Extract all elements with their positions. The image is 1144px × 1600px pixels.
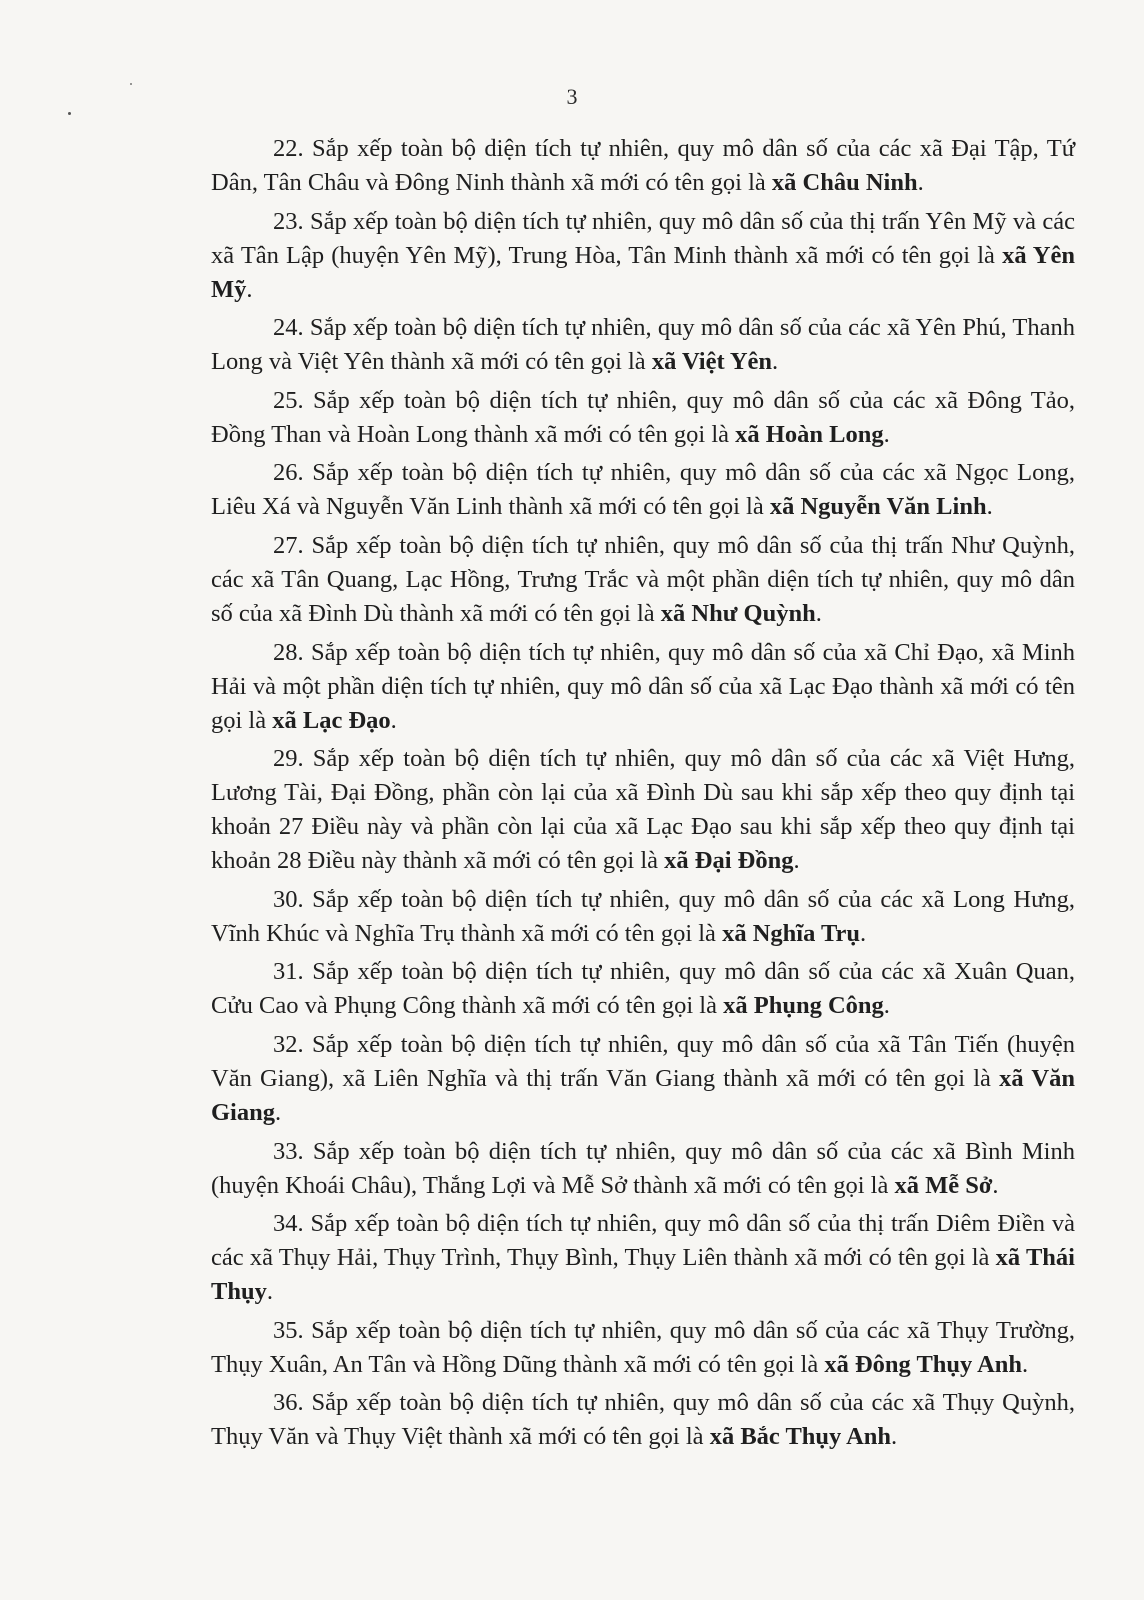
clause-30: 30. Sắp xếp toàn bộ diện tích tự nhiên, quy mô dân số của các xã Long Hưng, Vĩnh Khúc và Nghĩa Trụ thành xã mới có tên gọi là xã Nghĩa Trụ. xyxy=(211,885,1075,947)
clause-24: 24. Sắp xếp toàn bộ diện tích tự nhiên, quy mô dân số của các xã Yên Phú, Thanh Long và Việt Yên thành xã mới có tên gọi là xã Việt Yên. xyxy=(211,314,1075,376)
clause-28: 28. Sắp xếp toàn bộ diện tích tự nhiên, quy mô dân số của xã Chỉ Đạo, xã Minh Hải và một phần diện tích tự nhiên, quy mô dân số của xã Lạc Đạo thành xã mới có tên gọi là xã Lạc Đạo. xyxy=(211,638,1075,734)
clause-25: 25. Sắp xếp toàn bộ diện tích tự nhiên, quy mô dân số của các xã Đông Tảo, Đồng Than và Hoàn Long thành xã mới có tên gọi là xã Hoàn Long. xyxy=(211,386,1075,448)
clause-27: 27. Sắp xếp toàn bộ diện tích tự nhiên, quy mô dân số của thị trấn Như Quỳnh, các xã Tân Quang, Lạc Hồng, Trưng Trắc và một phần diện tích tự nhiên, quy mô dân số của xã Đình Dù thành xã mới có tên gọi là xã Như Quỳnh. xyxy=(211,531,1075,627)
clause-34: 34. Sắp xếp toàn bộ diện tích tự nhiên, quy mô dân số của thị trấn Diêm Điền và các xã Thụy Hải, Thụy Trình, Thụy Bình, Thụy Liên thành xã mới có tên gọi là xã Thái Thụy. xyxy=(211,1210,1075,1306)
scan-speck xyxy=(68,112,71,115)
clause-35: 35. Sắp xếp toàn bộ diện tích tự nhiên, quy mô dân số của các xã Thụy Trường, Thụy Xuân, An Tân và Hồng Dũng thành xã mới có tên gọi là xã Đông Thụy Anh. xyxy=(211,1316,1075,1378)
clause-36: 36. Sắp xếp toàn bộ diện tích tự nhiên, quy mô dân số của các xã Thụy Quỳnh, Thụy Văn và Thụy Việt thành xã mới có tên gọi là xã Bắc Thụy Anh. xyxy=(211,1389,1075,1451)
clause-23: 23. Sắp xếp toàn bộ diện tích tự nhiên, quy mô dân số của thị trấn Yên Mỹ và các xã Tân Lập (huyện Yên Mỹ), Trung Hòa, Tân Minh thành xã mới có tên gọi là xã Yên Mỹ. xyxy=(211,207,1075,303)
clause-31: 31. Sắp xếp toàn bộ diện tích tự nhiên, quy mô dân số của các xã Xuân Quan, Cửu Cao và Phụng Công thành xã mới có tên gọi là xã Phụng Công. xyxy=(211,958,1075,1020)
clause-26: 26. Sắp xếp toàn bộ diện tích tự nhiên, quy mô dân số của các xã Ngọc Long, Liêu Xá và Nguyễn Văn Linh thành xã mới có tên gọi là xã Nguyễn Văn Linh. xyxy=(211,459,1075,521)
clause-33: 33. Sắp xếp toàn bộ diện tích tự nhiên, quy mô dân số của các xã Bình Minh (huyện Khoái Châu), Thắng Lợi và Mễ Sở thành xã mới có tên gọi là xã Mễ Sở. xyxy=(211,1137,1075,1199)
clause-29: 29. Sắp xếp toàn bộ diện tích tự nhiên, quy mô dân số của các xã Việt Hưng, Lương Tài, Đại Đồng, phần còn lại của xã Đình Dù sau khi sắp xếp theo quy định tại khoản 27 Điều này và phần còn lại của xã Lạc Đạo sau khi sắp xếp theo quy định tại khoản 28 Điều này thành xã mới có tên gọi là xã Đại Đồng. xyxy=(211,745,1075,875)
clause-32: 32. Sắp xếp toàn bộ diện tích tự nhiên, quy mô dân số của xã Tân Tiến (huyện Văn Giang), xã Liên Nghĩa và thị trấn Văn Giang thành xã mới có tên gọi là xã Văn Giang. xyxy=(211,1030,1075,1126)
document-body xyxy=(211,132,1075,1459)
clause-22: 22. Sắp xếp toàn bộ diện tích tự nhiên, quy mô dân số của các xã Đại Tập, Tứ Dân, Tân Châu và Đông Ninh thành xã mới có tên gọi là xã Châu Ninh. xyxy=(211,135,1075,196)
page-number: 3 xyxy=(566,84,578,109)
